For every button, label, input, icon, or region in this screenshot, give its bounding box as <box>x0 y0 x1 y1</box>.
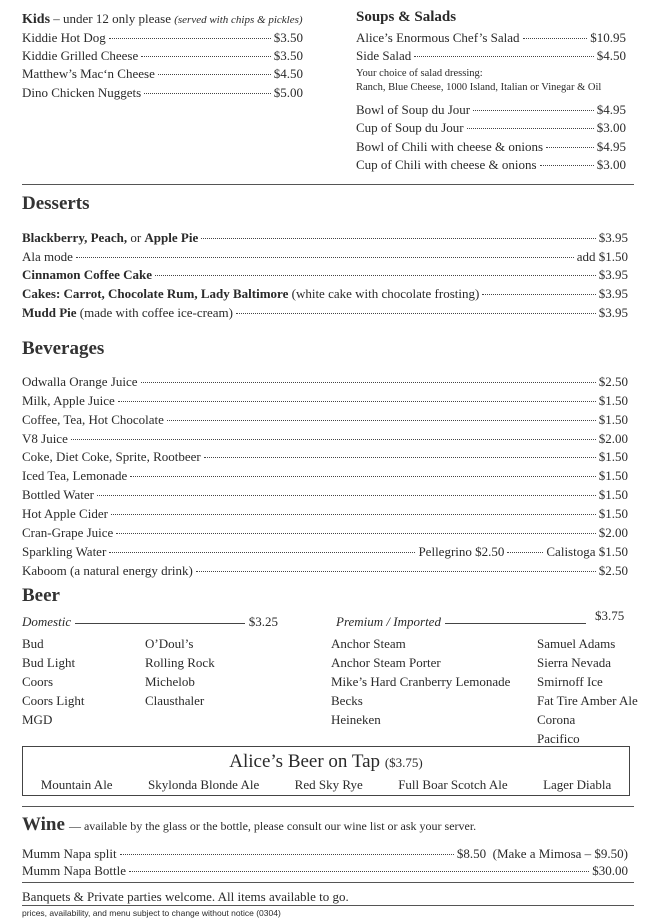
beer-name: Rolling Rock <box>145 655 215 670</box>
beer-name: O’Doul’s <box>145 636 194 651</box>
tap-beer-list <box>23 777 629 793</box>
kids-item: Matthew’s Mac‘n Cheese $4.50 <box>22 66 303 81</box>
wine-item: Mumm Napa Bottle $30.00 <box>22 863 628 878</box>
beer-name: Samuel Adams <box>537 636 616 651</box>
kids-item: Kiddie Grilled Cheese $3.50 <box>22 48 303 63</box>
beer-name: Heineken <box>331 712 381 727</box>
kids-item: Dino Chicken Nuggets $5.00 <box>22 85 303 100</box>
beer-name: Clausthaler <box>145 693 205 708</box>
beer-name: Pacifico <box>537 731 580 746</box>
beer-name: Bud <box>22 636 44 651</box>
tap-title: Alice’s Beer on Tap ($3.75) <box>229 751 423 772</box>
dressing-list: Ranch, Blue Cheese, 1000 Island, Italian or Vinegar & Oil <box>356 82 602 93</box>
premium-header: Premium / Imported <box>336 613 586 630</box>
beer-name: Michelob <box>145 674 195 689</box>
beverage-item: Kaboom (a natural energy drink) $2.50 <box>22 563 628 578</box>
beverage-item: Iced Tea, Lemonade $1.50 <box>22 468 628 483</box>
beer-title: Beer <box>22 585 60 606</box>
beverages-title: Beverages <box>22 338 105 359</box>
beer-on-tap-box <box>22 746 630 796</box>
dessert-item: Blackberry, Peach, or Apple Pie $3.95 <box>22 230 628 245</box>
section-divider <box>22 184 634 185</box>
beverage-item: Milk, Apple Juice $1.50 <box>22 393 628 408</box>
kids-heading <box>22 11 303 28</box>
wine-heading <box>22 814 476 836</box>
premium-col1 <box>331 634 510 729</box>
beverage-item: Coffee, Tea, Hot Chocolate $1.50 <box>22 412 628 427</box>
domestic-col2 <box>145 634 215 710</box>
soups-item: Bowl of Soup du Jour $4.95 <box>356 102 626 117</box>
beverage-item: Bottled Water $1.50 <box>22 487 628 502</box>
tap-beer: Skylonda Blonde Ale <box>148 777 260 792</box>
soups-item: Bowl of Chili with cheese & onions $4.95 <box>356 139 626 154</box>
beer-name: Corona <box>537 712 576 727</box>
beer-name: Mike’s Hard Cranberry Lemonade <box>331 674 511 689</box>
dressing-intro: Your choice of salad dressing: <box>356 68 483 79</box>
dessert-item: Cakes: Carrot, Chocolate Rum, Lady Baltimore (white cake with chocolate frosting) $3.95 <box>22 286 628 301</box>
tap-beer: Lager Diabla <box>543 777 612 792</box>
beer-name: Sierra Nevada <box>537 655 611 670</box>
beer-name: Coors Light <box>22 693 85 708</box>
kids-item: Kiddie Hot Dog $3.50 <box>22 30 303 45</box>
soups-title: Soups & Salads <box>356 9 457 25</box>
beer-name: Coors <box>22 674 54 689</box>
premium-col2 <box>537 634 638 748</box>
desserts-title: Desserts <box>22 193 90 214</box>
beverage-item: V8 Juice $2.00 <box>22 431 628 446</box>
beverage-item: Odwalla Orange Juice $2.50 <box>22 374 628 389</box>
tap-beer: Red Sky Rye <box>294 777 363 792</box>
wine-item: Mumm Napa split $8.50 (Make a Mimosa – $9.50) <box>22 846 628 861</box>
banquets-note: Banquets & Private parties welcome. All items available to go. <box>22 889 349 904</box>
beer-name: Anchor Steam Porter <box>331 655 441 670</box>
beverage-item: Coke, Diet Coke, Sprite, Rootbeer $1.50 <box>22 449 628 464</box>
tap-beer: Full Boar Scotch Ale <box>398 777 508 792</box>
kids-note: (served with chips & pickles) <box>174 14 303 26</box>
domestic-header: Domestic $3.25 <box>22 614 278 629</box>
footer-note: prices, availability, and menu subject to change without notice (0304) <box>22 908 281 918</box>
domestic-col1 <box>22 634 84 729</box>
dessert-item: Mudd Pie (made with coffee ice-cream) $3.95 <box>22 305 628 320</box>
soups-item: Cup of Soup du Jour $3.00 <box>356 120 626 135</box>
soups-item: Alice’s Enormous Chef’s Salad $10.95 <box>356 30 626 45</box>
section-divider <box>22 905 634 906</box>
beer-name: Smirnoff Ice <box>537 674 603 689</box>
dessert-item: Ala mode add $1.50 <box>22 249 628 264</box>
beverage-item: Cran-Grape Juice $2.00 <box>22 525 628 540</box>
beverage-item-sparkling: Sparkling Water Pellegrino $2.50 Calistoga $1.50 <box>22 544 628 559</box>
kids-subtitle: – under 12 only please <box>53 11 171 26</box>
wine-subtitle: — available by the glass or the bottle, please consult our wine list or ask your server. <box>68 819 477 833</box>
beer-name: MGD <box>22 712 53 727</box>
premium-price: $3.75 <box>595 608 625 623</box>
section-divider <box>22 882 634 883</box>
beer-name: Anchor Steam <box>331 636 406 651</box>
beer-name: Fat Tire Amber Ale <box>537 693 638 708</box>
soups-item: Side Salad $4.50 <box>356 48 626 63</box>
section-divider <box>22 806 634 807</box>
wine-title: Wine <box>22 814 65 835</box>
soups-item: Cup of Chili with cheese & onions $3.00 <box>356 157 626 172</box>
beer-name: Becks <box>331 693 363 708</box>
kids-title: Kids <box>22 12 51 27</box>
beverage-item: Hot Apple Cider $1.50 <box>22 506 628 521</box>
dessert-item: Cinnamon Coffee Cake $3.95 <box>22 267 628 282</box>
beer-name: Bud Light <box>22 655 76 670</box>
tap-beer: Mountain Ale <box>40 777 113 792</box>
